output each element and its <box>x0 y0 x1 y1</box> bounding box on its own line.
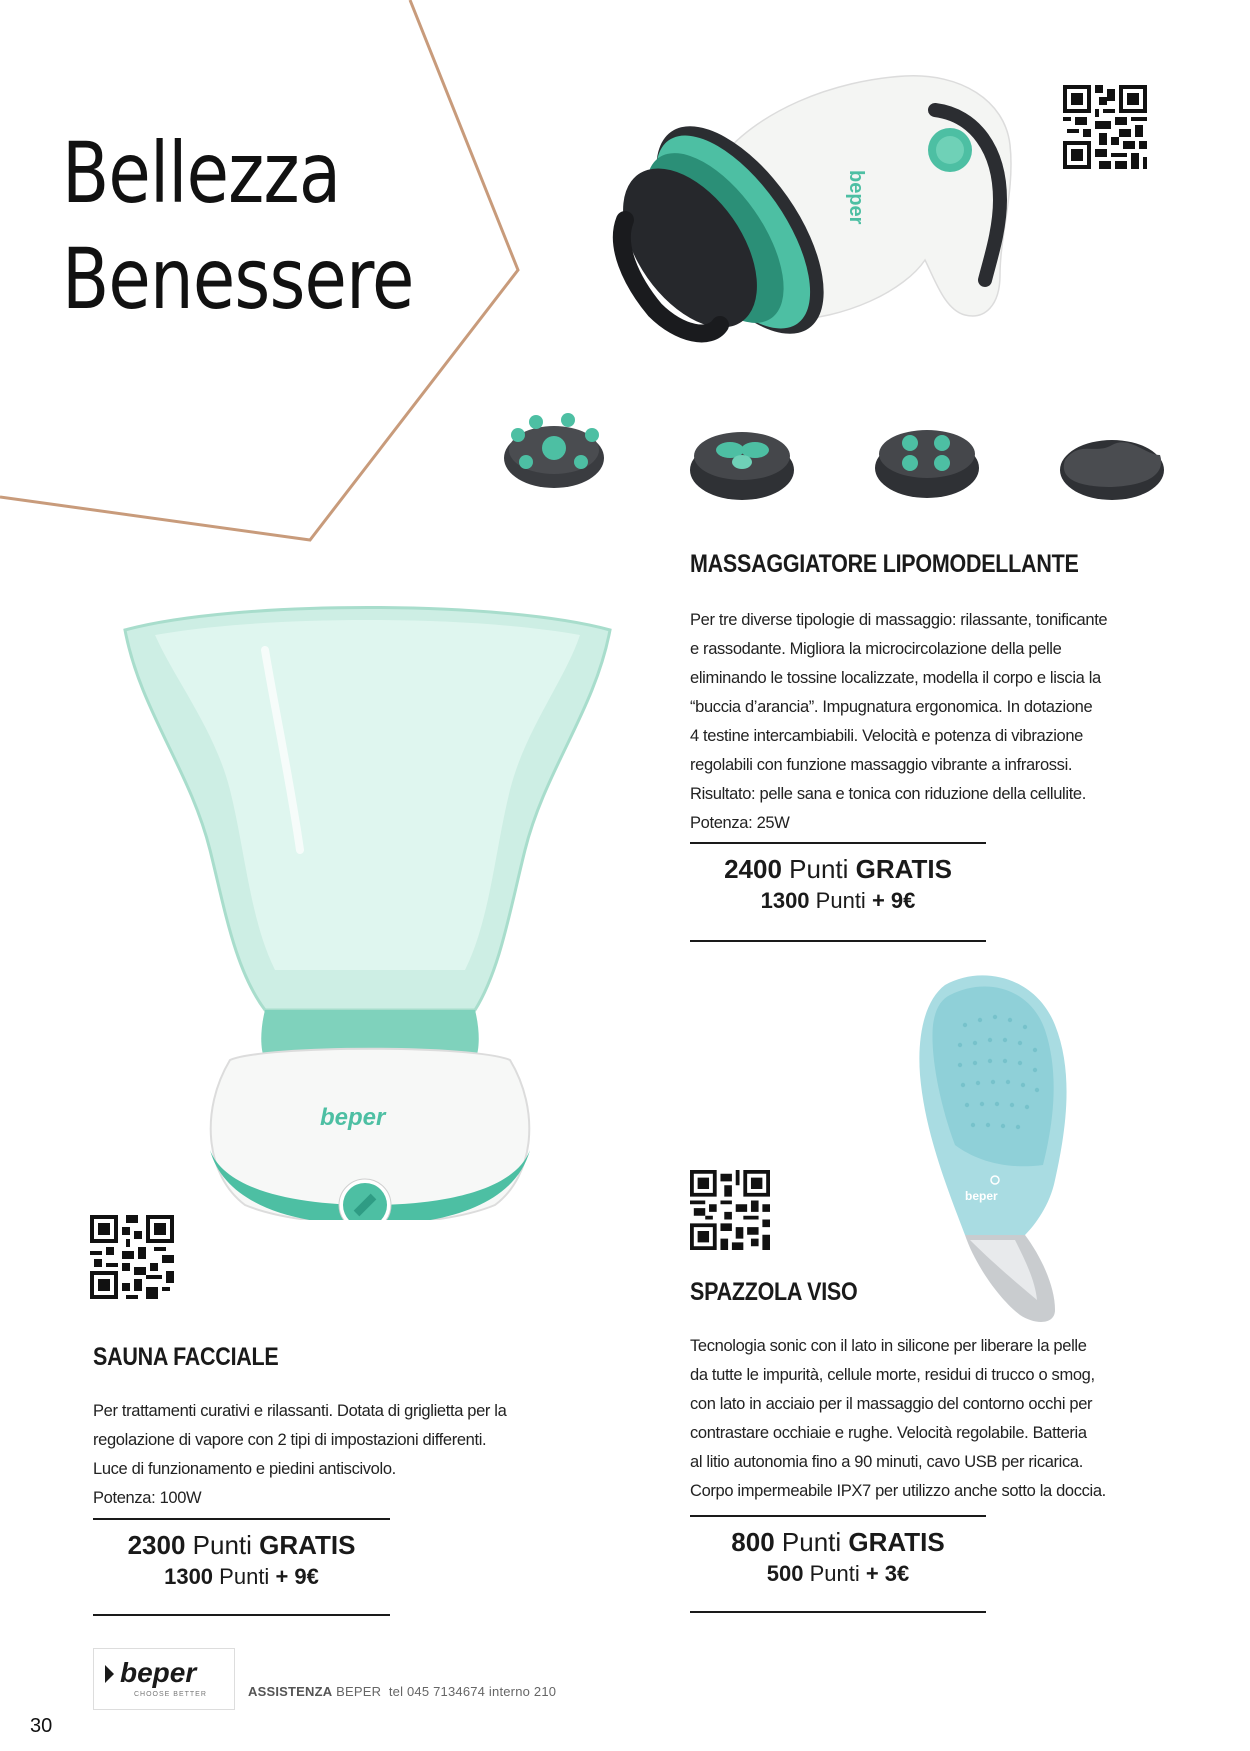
assistance-label: ASSISTENZA <box>248 1684 333 1699</box>
massager-description-line: Potenza: 25W <box>690 814 790 832</box>
massager-price-alt-points: 1300 <box>760 888 810 913</box>
points-label: Punti <box>789 854 849 884</box>
spazzola-price-alt-points: 500 <box>766 1561 804 1586</box>
massager-price-main <box>690 852 986 886</box>
massager-description-line: 4 testine intercambiabili. Velocità e potenza di vibrazione <box>690 727 1084 745</box>
sauna-description <box>93 1397 563 1513</box>
spazzola-price-points: 800 <box>731 1527 775 1557</box>
sauna-description-line: Per trattamenti curativi e rilassanti. Dotata di griglietta per la <box>93 1402 507 1420</box>
sauna-price-alt-extra: + 9€ <box>275 1564 319 1589</box>
massager-description-line: “buccia d’arancia”. Impugnatura ergonomica. In dotazione <box>690 698 1093 716</box>
massager-head-1 <box>496 410 616 500</box>
assistance-phone: tel 045 7134674 interno 210 <box>388 1684 557 1699</box>
page-title <box>62 120 414 332</box>
massager-description-line: regolabili con funzione massaggio vibrante a infrarossi. <box>690 756 1073 774</box>
sauna-price-box <box>93 1518 390 1616</box>
spazzola-price-alt-extra: + 3€ <box>865 1561 910 1586</box>
massager-qr-code[interactable] <box>1063 85 1147 169</box>
points-label: Punti <box>219 1564 270 1589</box>
massager-head-2 <box>685 420 800 505</box>
points-label: Punti <box>192 1530 252 1560</box>
assistance-brand: BEPER <box>336 1684 382 1699</box>
sauna-price-alt <box>93 1562 390 1592</box>
page-title-line-1: Bellezza <box>62 124 341 222</box>
beper-logo-text: beper <box>120 1657 197 1688</box>
massager-price-points: 2400 <box>724 854 782 884</box>
massager-head-4 <box>1055 425 1170 505</box>
massager-head-3 <box>870 418 985 503</box>
free-label: GRATIS <box>259 1530 356 1560</box>
facial-sauna-product-image <box>115 590 620 1220</box>
points-label: Punti <box>809 1561 860 1586</box>
massager-description-line: Risultato: pelle sana e tonica con riduzione della cellulite. <box>690 785 1086 803</box>
spazzola-description-line: da tutte le impurità, cellule morte, residui di trucco o smog, <box>690 1366 1095 1384</box>
logo-mark-icon <box>102 1663 118 1685</box>
page-title-line-2: Benessere <box>62 230 414 328</box>
spazzola-title: SPAZZOLA VISO <box>690 1278 858 1306</box>
free-label: GRATIS <box>848 1527 945 1557</box>
free-label: GRATIS <box>855 854 952 884</box>
spazzola-qr-code[interactable] <box>690 1170 770 1250</box>
points-label: Punti <box>781 1527 842 1557</box>
massager-product-image <box>605 70 1085 400</box>
sauna-qr-code[interactable] <box>90 1215 174 1299</box>
massager-description-line: Per tre diverse tipologie di massaggio: rilassante, tonificante <box>690 611 1108 629</box>
spazzola-description-line: con lato in acciaio per il massaggio del contorno occhi per <box>690 1395 1093 1413</box>
beper-logo-tagline: CHOOSE BETTER <box>134 1691 207 1698</box>
spazzola-description <box>690 1332 1145 1506</box>
massager-description <box>690 606 1145 838</box>
sauna-title: SAUNA FACCIALE <box>93 1343 279 1371</box>
sauna-price-alt-points: 1300 <box>164 1564 214 1589</box>
massager-price-box <box>690 842 986 942</box>
points-label: Punti <box>815 888 866 913</box>
face-brush-product-image <box>905 965 1105 1330</box>
massager-description-line: eliminando le tossine localizzate, modella il corpo e liscia la <box>690 669 1101 687</box>
sauna-description-line: regolazione di vapore con 2 tipi di impostazioni differenti. <box>93 1431 487 1449</box>
spazzola-description-line: Tecnologia sonic con il lato in silicone per liberare la pelle <box>690 1337 1087 1355</box>
spazzola-price-alt <box>690 1559 986 1589</box>
assistance-info <box>248 1684 556 1699</box>
massager-description-line: e rassodante. Migliora la microcircolazione della pelle <box>690 640 1062 658</box>
spazzola-description-line: contrastare occhiaie e rughe. Velocità regolabile. Batteria <box>690 1424 1087 1442</box>
spazzola-price-box <box>690 1515 986 1613</box>
page-number: 30 <box>30 1715 53 1737</box>
spazzola-price-main <box>690 1525 986 1559</box>
spazzola-description-line: Corpo impermeabile IPX7 per utilizzo anche sotto la doccia. <box>690 1482 1106 1500</box>
spazzola-description-line: al litio autonomia fino a 90 minuti, cavo USB per ricarica. <box>690 1453 1083 1471</box>
sauna-price-points: 2300 <box>127 1530 186 1560</box>
massager-price-alt <box>690 886 986 916</box>
sauna-description-line: Potenza: 100W <box>93 1489 202 1507</box>
sauna-brand-print: beper <box>320 1104 386 1131</box>
brush-brand-print: beper <box>965 1189 998 1203</box>
beper-logo <box>93 1648 235 1710</box>
massager-title: MASSAGGIATORE LIPOMODELLANTE <box>690 550 1079 578</box>
sauna-description-line: Luce di funzionamento e piedini antiscivolo. <box>93 1460 396 1478</box>
massager-brand-print: beper <box>845 170 867 225</box>
sauna-price-main <box>93 1528 390 1562</box>
massager-price-alt-extra: + 9€ <box>871 888 916 913</box>
